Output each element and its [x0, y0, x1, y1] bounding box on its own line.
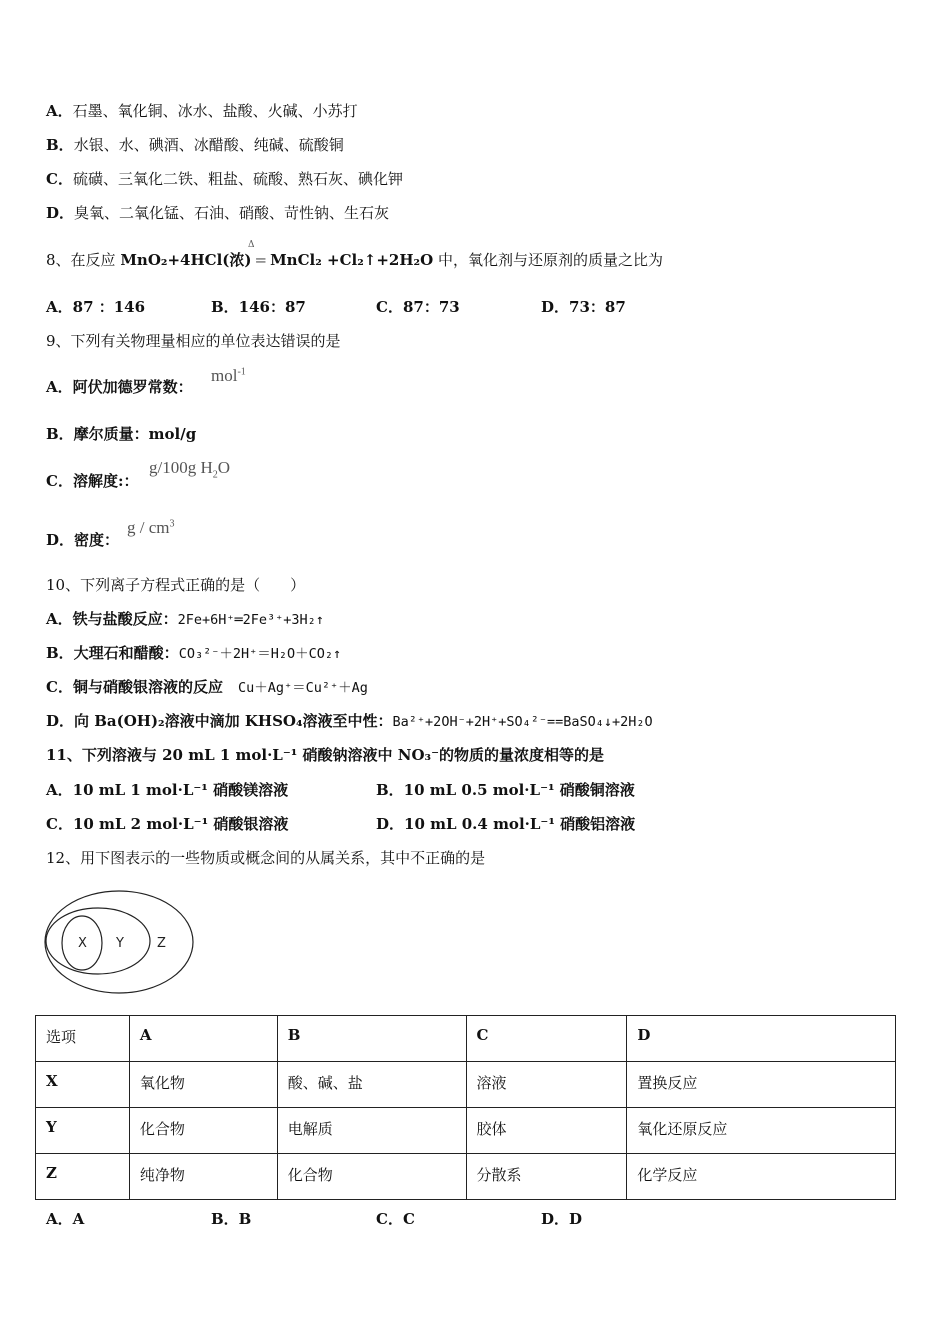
- table-cell: 氧化物: [129, 1062, 277, 1108]
- q8-stem-post: 中，氧化剂与还原剂的质量之比为: [433, 251, 663, 269]
- table-cell: Y: [36, 1108, 130, 1154]
- q12-option-d: D．D: [541, 1210, 583, 1228]
- q9-unit-c: [149, 458, 230, 480]
- q11-option-a: A．10 mL 1 mol·L⁻¹ 硝酸镁溶液: [46, 781, 289, 799]
- q10-option-a: [46, 609, 324, 630]
- q8-option-d: D．73：87: [541, 298, 626, 316]
- table-header-row: [36, 1016, 896, 1062]
- q11-options-row2: [46, 814, 706, 834]
- table-cell: 纯净物: [129, 1154, 277, 1200]
- table-cell: Z: [36, 1154, 130, 1200]
- table-header-cell: A: [129, 1016, 277, 1062]
- q8-products: MnCl₂ +Cl₂↑+2H₂O: [270, 251, 434, 269]
- q9-unit-a-exp: -1: [237, 366, 246, 378]
- table-header-cell: B: [277, 1016, 466, 1062]
- q9-option-b: B．摩尔质量：mol/g: [46, 425, 197, 443]
- table-row: [36, 1108, 896, 1154]
- q9-unit-d-exp: 3: [169, 518, 175, 530]
- q7-option-c-text: 硫磺、三氧化二铁、粗盐、硫酸、熟石灰、碘化钾: [72, 170, 403, 188]
- venn-label-z: Z: [157, 936, 166, 951]
- q7-option-b-text: 水银、水、碘酒、冰醋酸、纯碱、硫酸铜: [73, 136, 344, 154]
- table-header-cell: 选项: [36, 1016, 130, 1062]
- q9-unit-a-base: mol: [211, 366, 238, 385]
- table-cell: 化合物: [277, 1154, 466, 1200]
- q11-stem: 11、下列溶液与 20 mL 1 mol·L⁻¹ 硝酸钠溶液中 NO₃⁻的物质的量浓度相等的是: [46, 746, 605, 764]
- table-cell: 分散系: [466, 1154, 627, 1200]
- q10-option-a-eq: 2Fe+6H⁺═2Fe³⁺+3H₂↑: [177, 612, 324, 628]
- q8-stem: [46, 250, 663, 270]
- table-header-cell: D: [627, 1016, 896, 1062]
- q10-option-c-label: C．铜与硝酸银溶液的反应: [46, 678, 238, 696]
- q9-unit-d: [127, 518, 175, 538]
- q8-number: 8、: [46, 251, 71, 269]
- q8-equals: =: [254, 251, 268, 269]
- q8-stem-pre: 在反应: [70, 251, 121, 269]
- q8-option-c: C．87：73: [376, 298, 460, 316]
- q8-option-a: A．87 ：146: [46, 298, 146, 316]
- q10-option-c: [46, 677, 368, 698]
- q9-unit-c-base: g/100g H: [149, 458, 213, 477]
- table-cell: 溶液: [466, 1062, 627, 1108]
- table-cell: X: [36, 1062, 130, 1108]
- q7-option-b: [46, 135, 344, 155]
- q7-option-c: [46, 169, 403, 189]
- q7-option-d-letter: D．: [46, 204, 75, 222]
- q10-option-b-eq: CO₃²⁻＋2H⁺＝H₂O＋CO₂↑: [178, 646, 342, 662]
- table-row: [36, 1154, 896, 1200]
- q11-option-d: D．10 mL 0.4 mol·L⁻¹ 硝酸铝溶液: [376, 815, 636, 833]
- q11-option-c: C．10 mL 2 mol·L⁻¹ 硝酸银溶液: [46, 815, 289, 833]
- q8-reactants: MnO₂+4HCl(浓): [120, 251, 252, 269]
- q7-option-c-letter: C．: [46, 170, 73, 188]
- q12-stem: 12、用下图表示的一些物质或概念间的从属关系，其中不正确的是: [46, 849, 486, 867]
- q8-options: [46, 297, 706, 317]
- q8-option-b: B．146：87: [211, 298, 306, 316]
- venn-label-y: Y: [116, 936, 124, 951]
- q9-unit-c-end: O: [217, 458, 231, 477]
- q10-option-c-eq: Cu＋Ag⁺＝Cu²⁺＋Ag: [237, 680, 368, 696]
- q11-option-b: B．10 mL 0.5 mol·L⁻¹ 硝酸铜溶液: [376, 781, 635, 799]
- q9-option-a: A．阿伏加德罗常数：: [46, 378, 193, 396]
- q7-option-d-text: 臭氧、二氧化锰、石油、硝酸、苛性钠、生石灰: [74, 204, 390, 222]
- venn-label-x: X: [78, 936, 87, 951]
- q7-option-b-letter: B．: [46, 136, 74, 154]
- q10-option-d: [46, 711, 653, 732]
- table-cell: 电解质: [277, 1108, 466, 1154]
- q12-option-a: A．A: [46, 1210, 85, 1228]
- q10-option-d-label: D．向 Ba(OH)₂溶液中滴加 KHSO₄溶液至中性：: [46, 712, 393, 730]
- q11-options-row1: [46, 780, 706, 800]
- q8-condition-delta: Δ: [248, 240, 255, 250]
- table-cell: 胶体: [466, 1108, 627, 1154]
- q7-option-a-text: 石墨、氧化铜、冰水、盐酸、火碱、小苏打: [72, 102, 358, 120]
- table-cell: 氧化还原反应: [627, 1108, 896, 1154]
- table-cell: 化学反应: [627, 1154, 896, 1200]
- q9-option-c: C．溶解度:：: [46, 472, 139, 490]
- q12-venn-diagram: [40, 888, 200, 998]
- q10-option-d-eq: Ba²⁺+2OH⁻+2H⁺+SO₄²⁻==BaSO₄↓+2H₂O: [392, 714, 653, 730]
- q9-unit-c-sub: 2: [212, 469, 218, 481]
- q12-option-b: B．B: [211, 1210, 252, 1228]
- q10-stem: 10、下列离子方程式正确的是（ ）: [46, 576, 306, 594]
- table-cell: 置换反应: [627, 1062, 896, 1108]
- q10-option-a-label: A．铁与盐酸反应：: [46, 610, 178, 628]
- q12-options: [46, 1209, 706, 1229]
- q9-unit-d-base: g / cm: [127, 518, 170, 537]
- q9-option-d: D．密度：: [46, 531, 120, 549]
- q12-table: [35, 1015, 896, 1200]
- table-header-cell: C: [466, 1016, 627, 1062]
- q7-option-a: [46, 101, 358, 121]
- q10-option-b: [46, 643, 341, 664]
- table-cell: 酸、碱、盐: [277, 1062, 466, 1108]
- q10-option-b-label: B．大理石和醋酸：: [46, 644, 179, 662]
- q7-option-a-letter: A．: [46, 102, 73, 120]
- q7-option-d: [46, 203, 389, 223]
- q9-stem: 9、下列有关物理量相应的单位表达错误的是: [46, 332, 341, 350]
- table-row: [36, 1062, 896, 1108]
- q12-option-c: C．C: [376, 1210, 415, 1228]
- q9-unit-a: [211, 366, 246, 386]
- table-cell: 化合物: [129, 1108, 277, 1154]
